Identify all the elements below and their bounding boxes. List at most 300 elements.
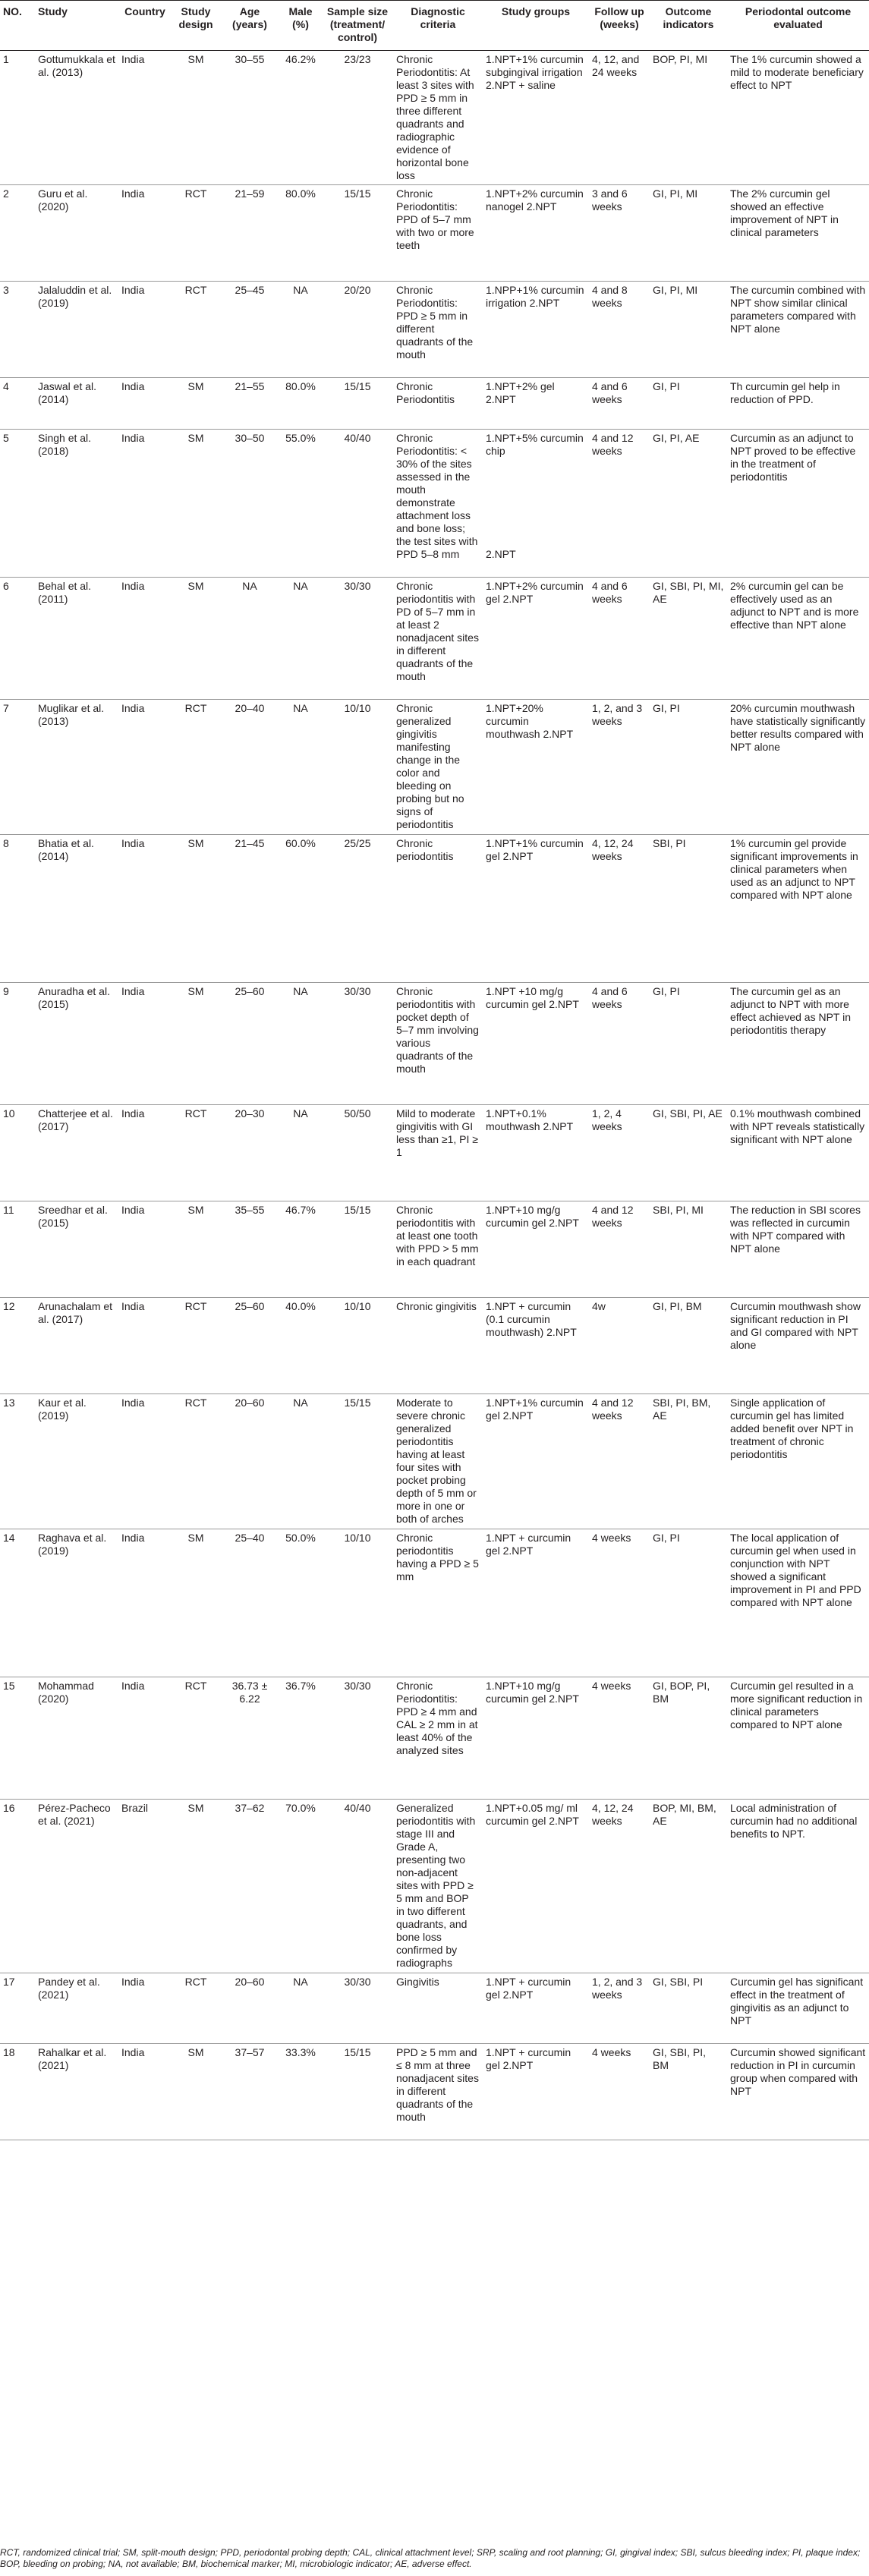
cell-criteria — [393, 1800, 483, 1973]
cell-no — [0, 282, 35, 378]
cell-text: SM — [187, 380, 204, 392]
cell-sample — [322, 983, 393, 1105]
cell-text: GI, PI — [653, 985, 680, 997]
cell-study — [35, 2044, 118, 2140]
cell-no — [0, 578, 35, 700]
cell-text: GI, SBI, PI, AE — [653, 1107, 723, 1120]
cell-text: NA — [293, 1397, 308, 1409]
cell-text: Curcumin mouthwash show significant reduction in PI and GI compared with NPT alone — [730, 1300, 861, 1351]
cell-text: Bhatia et al. (2014) — [38, 837, 94, 862]
cell-text: RCT — [184, 1300, 207, 1312]
cell-text: India — [121, 380, 145, 392]
cell-text: Chronic periodontitis with pocket depth of 5–7 mm involving various quadrants of the mouth — [396, 985, 479, 1075]
cell-groups — [483, 983, 589, 1105]
cell-text: 1.NPT+0.05 mg/ ml curcumin gel 2.NPT — [486, 1802, 579, 1827]
cell-text: 60.0% — [285, 837, 316, 849]
table-row — [0, 1677, 869, 1800]
cell-text: Arunachalam et al. (2017) — [38, 1300, 113, 1325]
cell-text: 30/30 — [344, 1680, 371, 1692]
cell-male — [279, 2044, 322, 2140]
header-cell: Diagnostic criteria — [393, 1, 483, 51]
cell-male — [279, 185, 322, 282]
cell-text: GI, BOP, PI, BM — [653, 1680, 710, 1705]
cell-text: SM — [187, 985, 204, 997]
cell-text: 15/15 — [344, 1204, 371, 1216]
cell-text: Th curcumin gel help in reduction of PPD. — [730, 380, 840, 405]
cell-groups — [483, 578, 589, 700]
cell-text: India — [121, 1204, 145, 1216]
table-row — [0, 1973, 869, 2044]
cell-design — [172, 1973, 220, 2044]
cell-text: 15/15 — [344, 1397, 371, 1409]
table-row — [0, 282, 869, 378]
cell-text: Curcumin as an adjunct to NPT proved to be effective in the treatment of periodontitis — [730, 432, 856, 483]
cell-followup — [589, 282, 650, 378]
cell-text: 1.NPT+2% gel 2.NPT — [486, 380, 555, 405]
cell-text: 1, 2, and 3 weeks — [592, 702, 643, 727]
cell-followup — [589, 1394, 650, 1529]
cell-followup — [589, 185, 650, 282]
cell-criteria — [393, 185, 483, 282]
cell-text: GI, PI, MI — [653, 187, 698, 200]
cell-outcome — [727, 1298, 869, 1394]
cell-text: GI, PI — [653, 1532, 680, 1544]
table-row — [0, 1800, 869, 1973]
cell-text: 20–60 — [235, 1976, 265, 1988]
cell-no — [0, 51, 35, 185]
cell-age — [220, 983, 279, 1105]
cell-text: Chronic periodontitis with PD of 5–7 mm in at least 2 nonadjacent sites in different quadrants of the mouth — [396, 580, 479, 682]
cell-text: Chronic Periodontitis — [396, 380, 455, 405]
cell-sample — [322, 282, 393, 378]
cell-outcome — [727, 983, 869, 1105]
cell-text: NA — [242, 580, 257, 592]
cell-age — [220, 1201, 279, 1298]
cell-male — [279, 700, 322, 835]
cell-text: India — [121, 2046, 145, 2058]
cell-text: SM — [187, 2046, 204, 2058]
cell-indicators — [650, 700, 727, 835]
cell-sample — [322, 1105, 393, 1201]
cell-no — [0, 1973, 35, 2044]
cell-indicators — [650, 185, 727, 282]
cell-text: 25–60 — [235, 1300, 265, 1312]
cell-text: 8 — [3, 837, 9, 849]
cell-country — [118, 430, 172, 578]
cell-text: GI, PI — [653, 702, 680, 714]
cell-age — [220, 1529, 279, 1677]
cell-sample — [322, 700, 393, 835]
cell-text: 3 and 6 weeks — [592, 187, 628, 213]
cell-text: 55.0% — [285, 432, 316, 444]
cell-country — [118, 1973, 172, 2044]
cell-followup — [589, 1201, 650, 1298]
cell-text: 7 — [3, 702, 9, 714]
cell-text: Chronic Periodontitis: PPD of 5–7 mm with two or more teeth — [396, 187, 474, 251]
cell-text: Gottumukkala et al. (2013) — [38, 53, 115, 78]
cell-text: 18 — [3, 2046, 15, 2058]
cell-outcome — [727, 1973, 869, 2044]
cell-male — [279, 1800, 322, 1973]
cell-country — [118, 578, 172, 700]
cell-text: 1.NPT+1% curcumin gel 2.NPT — [486, 837, 584, 862]
cell-study — [35, 1529, 118, 1677]
table-row — [0, 51, 869, 185]
cell-text: GI, PI, AE — [653, 432, 700, 444]
cell-criteria — [393, 1298, 483, 1394]
cell-indicators — [650, 1800, 727, 1973]
cell-design — [172, 700, 220, 835]
cell-followup — [589, 983, 650, 1105]
cell-followup — [589, 1677, 650, 1800]
cell-outcome — [727, 378, 869, 430]
cell-text: Curcumin gel has significant effect in the treatment of gingivitis as an adjunct to NPT — [730, 1976, 864, 2026]
cell-criteria — [393, 1201, 483, 1298]
cell-study — [35, 430, 118, 578]
cell-indicators — [650, 1973, 727, 2044]
cell-groups — [483, 51, 589, 185]
cell-design — [172, 51, 220, 185]
cell-text: Muglikar et al. (2013) — [38, 702, 105, 727]
cell-text: 0.1% mouthwash combined with NPT reveals statistically significant with NPT alone — [730, 1107, 865, 1145]
cell-text: SM — [187, 1802, 204, 1814]
cell-groups — [483, 700, 589, 835]
cell-text: 20–40 — [235, 702, 265, 714]
cell-criteria — [393, 983, 483, 1105]
cell-text: 50/50 — [344, 1107, 371, 1120]
cell-groups — [483, 1677, 589, 1800]
cell-text: Chatterjee et al. (2017) — [38, 1107, 113, 1132]
cell-text: 3 — [3, 284, 9, 296]
cell-groups — [483, 1800, 589, 1973]
cell-country — [118, 835, 172, 983]
cell-text: 20–30 — [235, 1107, 265, 1120]
cell-text: GI, PI — [653, 380, 680, 392]
cell-text: 2 — [3, 187, 9, 200]
cell-followup — [589, 835, 650, 983]
cell-study — [35, 1394, 118, 1529]
cell-male — [279, 1201, 322, 1298]
cell-text: 46.7% — [285, 1204, 316, 1216]
header-cell: Male (%) — [279, 1, 322, 51]
cell-study — [35, 1201, 118, 1298]
cell-text: India — [121, 1397, 145, 1409]
cell-text: NA — [293, 985, 308, 997]
cell-sample — [322, 378, 393, 430]
cell-design — [172, 835, 220, 983]
cell-text: 36.7% — [285, 1680, 316, 1692]
cell-indicators — [650, 1677, 727, 1800]
cell-text: 21–59 — [235, 187, 265, 200]
cell-groups — [483, 1298, 589, 1394]
cell-design — [172, 1529, 220, 1677]
cell-followup — [589, 1973, 650, 2044]
cell-text: RCT — [184, 1397, 207, 1409]
cell-age — [220, 1677, 279, 1800]
cell-male — [279, 983, 322, 1105]
table-row — [0, 430, 869, 578]
cell-text: Singh et al. (2018) — [38, 432, 92, 457]
cell-text: NA — [293, 580, 308, 592]
cell-country — [118, 1201, 172, 1298]
cell-no — [0, 1529, 35, 1677]
cell-design — [172, 1394, 220, 1529]
cell-text: 4 and 6 weeks — [592, 580, 628, 605]
cell-male — [279, 578, 322, 700]
cell-text: 4 and 12 weeks — [592, 1204, 634, 1229]
cell-text: Moderate to severe chronic generalized periodontitis having at least four sites with pocket probing depth of 5 mm or more in one or both of arches — [396, 1397, 477, 1525]
cell-text: SM — [187, 1532, 204, 1544]
cell-criteria — [393, 1973, 483, 2044]
table-row — [0, 1105, 869, 1201]
cell-text: 6 — [3, 580, 9, 592]
cell-text: The 1% curcumin showed a mild to moderate beneficiary effect to NPT — [730, 53, 864, 91]
cell-text: India — [121, 53, 145, 65]
cell-text: Pérez-Pacheco et al. (2021) — [38, 1802, 111, 1827]
cell-followup — [589, 378, 650, 430]
cell-text: India — [121, 580, 145, 592]
cell-text: India — [121, 1107, 145, 1120]
cell-country — [118, 1677, 172, 1800]
cell-text: 80.0% — [285, 187, 316, 200]
cell-male — [279, 835, 322, 983]
cell-outcome — [727, 1105, 869, 1201]
cell-text: India — [121, 284, 145, 296]
cell-no — [0, 2044, 35, 2140]
cell-text: Mild to moderate gingivitis with GI less than ≥1, PI ≥ 1 — [396, 1107, 478, 1158]
header-cell: Age (years) — [220, 1, 279, 51]
cell-age — [220, 1394, 279, 1529]
cell-design — [172, 1201, 220, 1298]
cell-text: 1.NPT+0.1% mouthwash 2.NPT — [486, 1107, 574, 1132]
cell-text: BOP, PI, MI — [653, 53, 708, 65]
cell-sample — [322, 1201, 393, 1298]
table-row — [0, 1529, 869, 1677]
cell-text: 1.NPT + curcumin gel 2.NPT — [486, 1532, 571, 1557]
cell-text: Chronic Periodontitis: PPD ≥ 4 mm and CAL ≥ 2 mm in at least 40% of the analyzed sites — [396, 1680, 478, 1756]
cell-age — [220, 2044, 279, 2140]
cell-text: Rahalkar et al. (2021) — [38, 2046, 107, 2071]
cell-no — [0, 1394, 35, 1529]
cell-text: 50.0% — [285, 1532, 316, 1544]
cell-male — [279, 1677, 322, 1800]
cell-study — [35, 1800, 118, 1973]
cell-study — [35, 578, 118, 700]
cell-text: India — [121, 985, 145, 997]
cell-followup — [589, 1105, 650, 1201]
cell-followup — [589, 2044, 650, 2140]
cell-sample — [322, 835, 393, 983]
cell-male — [279, 1105, 322, 1201]
cell-design — [172, 1677, 220, 1800]
cell-outcome — [727, 835, 869, 983]
cell-text: 2.NPT — [486, 548, 516, 560]
cell-groups — [483, 835, 589, 983]
cell-design — [172, 1298, 220, 1394]
cell-outcome — [727, 185, 869, 282]
cell-text: 30/30 — [344, 580, 371, 592]
cell-text: Single application of curcumin gel has limited added benefit over NPT in treatment of chronic periodontitis — [730, 1397, 854, 1460]
cell-text: 15 — [3, 1680, 15, 1692]
cell-age — [220, 282, 279, 378]
cell-groups — [483, 1105, 589, 1201]
cell-text: Chronic Periodontitis: At least 3 sites with PPD ≥ 5 mm in three different quadrants and radiographic evidence of horizontal bone loss — [396, 53, 474, 181]
cell-text: 46.2% — [285, 53, 316, 65]
cell-text: 30/30 — [344, 985, 371, 997]
cell-text: 35–55 — [235, 1204, 265, 1216]
cell-text: 25–45 — [235, 284, 265, 296]
cell-groups — [483, 1201, 589, 1298]
cell-text: 14 — [3, 1532, 15, 1544]
cell-criteria — [393, 1529, 483, 1677]
cell-text: 4 and 12 weeks — [592, 1397, 634, 1422]
cell-text: Chronic periodontitis with at least one tooth with PPD > 5 mm in each quadrant — [396, 1204, 479, 1268]
cell-criteria — [393, 1677, 483, 1800]
cell-text: Pandey et al. (2021) — [38, 1976, 100, 2001]
cell-text: 10/10 — [344, 1300, 371, 1312]
cell-followup — [589, 700, 650, 835]
cell-text: NA — [293, 702, 308, 714]
cell-outcome — [727, 1677, 869, 1800]
cell-age — [220, 1973, 279, 2044]
cell-text: Curcumin gel resulted in a more significant reduction in clinical parameters compared to NPT alone — [730, 1680, 863, 1730]
cell-text: Chronic Periodontitis: < 30% of the sites assessed in the mouth demonstrate attachment loss and bone loss; the test sites with PPD 5–8 mm — [396, 432, 478, 560]
table-row — [0, 378, 869, 430]
cell-text: 11 — [3, 1204, 14, 1216]
cell-text: Chronic Periodontitis: PPD ≥ 5 mm in different quadrants of the mouth — [396, 284, 474, 361]
cell-age — [220, 51, 279, 185]
cell-text: 30–55 — [235, 53, 265, 65]
cell-text: RCT — [184, 1107, 207, 1120]
cell-criteria — [393, 700, 483, 835]
cell-text: India — [121, 187, 145, 200]
header-cell: Country — [118, 1, 172, 51]
cell-text: India — [121, 432, 145, 444]
cell-groups — [483, 185, 589, 282]
cell-text: RCT — [184, 284, 207, 296]
header-cell: Follow up (weeks) — [589, 1, 650, 51]
cell-country — [118, 1529, 172, 1677]
cell-text: India — [121, 837, 145, 849]
cell-text: The reduction in SBI scores was reflected in curcumin with NPT compared with NPT alone — [730, 1204, 861, 1255]
cell-text: 1, 2, and 3 weeks — [592, 1976, 643, 2001]
cell-text: 1.NPT+2% curcumin gel 2.NPT — [486, 580, 584, 605]
cell-no — [0, 700, 35, 835]
cell-male — [279, 378, 322, 430]
cell-country — [118, 700, 172, 835]
cell-text: SM — [187, 432, 204, 444]
cell-text: RCT — [184, 1976, 207, 1988]
cell-no — [0, 835, 35, 983]
cell-text: 1.NPT+10 mg/g curcumin gel 2.NPT — [486, 1680, 579, 1705]
cell-text: 15/15 — [344, 380, 371, 392]
cell-criteria — [393, 578, 483, 700]
cell-text: India — [121, 1532, 145, 1544]
cell-text: 17 — [3, 1976, 15, 1988]
cell-no — [0, 983, 35, 1105]
cell-text: 80.0% — [285, 380, 316, 392]
cell-text: 30/30 — [344, 1976, 371, 1988]
cell-indicators — [650, 378, 727, 430]
cell-text: RCT — [184, 702, 207, 714]
cell-text: NA — [293, 1976, 308, 1988]
cell-age — [220, 835, 279, 983]
cell-text: GI, SBI, PI — [653, 1976, 704, 1988]
cell-text: 10/10 — [344, 1532, 371, 1544]
cell-male — [279, 282, 322, 378]
cell-text: 23/23 — [344, 53, 371, 65]
cell-sample — [322, 1298, 393, 1394]
cell-followup — [589, 1529, 650, 1677]
cell-text: GI, SBI, PI, MI, AE — [653, 580, 724, 605]
cell-criteria — [393, 1105, 483, 1201]
cell-text: GI, PI, MI — [653, 284, 698, 296]
cell-text: India — [121, 1976, 145, 1988]
cell-indicators — [650, 983, 727, 1105]
cell-male — [279, 1298, 322, 1394]
cell-text: 30–50 — [235, 432, 265, 444]
cell-study — [35, 1298, 118, 1394]
cell-sample — [322, 1529, 393, 1677]
cell-sample — [322, 2044, 393, 2140]
cell-followup — [589, 578, 650, 700]
cell-indicators — [650, 1201, 727, 1298]
cell-no — [0, 1677, 35, 1800]
cell-groups — [483, 2044, 589, 2140]
table-footnote: RCT, randomized clinical trial; SM, split-mouth design; PPD, periodontal probing depth; CAL, clinical attachment level; SRP, scaling and root planning; GI, gingival index; SBI, sulcus bleeding index; PI, plaque index; BOP, bleeding on probing; NA, not available; BM, biochemical marker; MI, microbiologic indicator; AE, adverse effect. — [0, 2547, 861, 2569]
cell-text: Kaur et al. (2019) — [38, 1397, 87, 1422]
cell-sample — [322, 430, 393, 578]
cell-text: 21–45 — [235, 837, 265, 849]
cell-text: 2% curcumin gel can be effectively used as an adjunct to NPT and is more effective than NPT alone — [730, 580, 859, 631]
cell-text: NA — [293, 1107, 308, 1120]
cell-study — [35, 1677, 118, 1800]
cell-text: 16 — [3, 1802, 15, 1814]
cell-groups — [483, 1529, 589, 1677]
cell-text: Behal et al. (2011) — [38, 580, 92, 605]
cell-text: SBI, PI, BM, AE — [653, 1397, 711, 1422]
cell-text: 1.NPT + curcumin gel 2.NPT — [486, 2046, 571, 2071]
header-cell: Sample size (treatment/ control) — [322, 1, 393, 51]
cell-text: Generalized periodontitis with stage III and Grade A, presenting two non-adjacent sites with PPD ≥ 5 mm and BOP in two different quadrants, and bone loss confirmed by radiographs — [396, 1802, 476, 1969]
cell-design — [172, 282, 220, 378]
cell-text: 4 — [3, 380, 9, 392]
cell-country — [118, 1394, 172, 1529]
cell-indicators — [650, 430, 727, 578]
cell-text: Mohammad (2020) — [38, 1680, 94, 1705]
table-row — [0, 578, 869, 700]
cell-text: Jaswal et al. (2014) — [38, 380, 97, 405]
cell-indicators — [650, 1105, 727, 1201]
cell-text: 4 and 6 weeks — [592, 985, 628, 1010]
cell-text: 1.NPT +10 mg/g curcumin gel 2.NPT — [486, 985, 579, 1010]
table-row — [0, 983, 869, 1105]
cell-text: SM — [187, 1204, 204, 1216]
cell-text: 1.NPT+5% curcumin chip — [486, 432, 584, 457]
cell-indicators — [650, 51, 727, 185]
table-row — [0, 1298, 869, 1394]
cell-male — [279, 1973, 322, 2044]
cell-text: 5 — [3, 432, 9, 444]
cell-text: 4 weeks — [592, 1532, 631, 1544]
cell-age — [220, 1105, 279, 1201]
cell-groups — [483, 1394, 589, 1529]
cell-sample — [322, 51, 393, 185]
header-cell: Study groups — [483, 1, 589, 51]
cell-outcome — [727, 1529, 869, 1677]
cell-age — [220, 430, 279, 578]
cell-outcome — [727, 578, 869, 700]
